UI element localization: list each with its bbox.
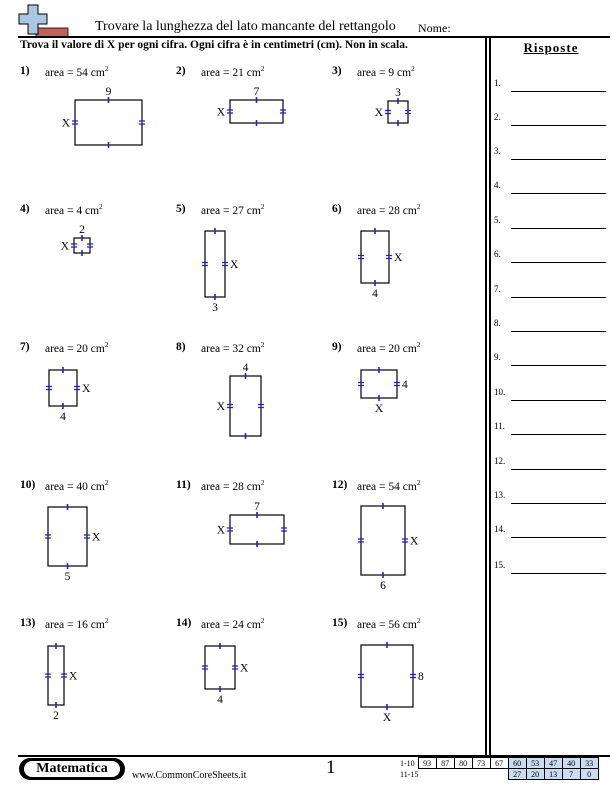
side-label-right: X (92, 531, 101, 544)
score-row-label: 1-10 (400, 758, 415, 768)
side-label-right: X (410, 535, 419, 548)
page-number: 1 (326, 757, 336, 778)
answer-number: 5. (494, 215, 501, 225)
answer-number: 3. (494, 146, 501, 156)
side-label-right: X (394, 252, 403, 264)
problem-number: 11) (176, 479, 191, 491)
problem-number: 6) (332, 203, 342, 215)
score-cell: 60 (508, 758, 526, 769)
side-label-bottom: 6 (380, 580, 386, 592)
problem-area: area = 20 $cm^2$ (357, 341, 421, 355)
problem-number: 15) (332, 617, 348, 629)
score-cell: 87 (436, 758, 454, 769)
rectangle-figure (230, 376, 261, 436)
problem-area: area = 27 $cm^2$ (201, 203, 265, 217)
score-row (398, 769, 598, 780)
problem-number: 10) (20, 479, 36, 491)
answer-number: 4. (494, 180, 501, 190)
problem-area: area = 28 $cm^2$ (357, 203, 421, 217)
problem-area: area = 16 $cm^2$ (45, 617, 109, 631)
problem-number: 8) (176, 341, 186, 353)
score-cell: 93 (418, 758, 436, 769)
side-label-top: 7 (254, 501, 260, 513)
side-label-top: 3 (395, 87, 401, 99)
side-label-left: X (216, 401, 225, 413)
problem-number: 3) (332, 65, 342, 77)
side-label-left: X (216, 524, 225, 537)
problem-number: 9) (332, 341, 342, 353)
answer-number: 14. (494, 524, 506, 534)
score-cell: 13 (544, 769, 562, 780)
problem-area: area = 40 $cm^2$ (45, 479, 109, 493)
answer-number: 13. (494, 490, 506, 500)
answer-number: 6. (494, 249, 501, 259)
site-url: www.CommonCoreSheets.it (132, 770, 247, 781)
problem-area: area = 54 $cm^2$ (45, 65, 109, 79)
score-cell: 47 (544, 758, 562, 769)
problem-area: area = 56 $cm^2$ (357, 617, 421, 631)
answer-number: 8. (494, 318, 501, 328)
problem-number: 1) (20, 65, 30, 77)
problem-number: 12) (332, 479, 348, 491)
answer-number: 12. (494, 456, 506, 466)
problem-area: area = 21 $cm^2$ (201, 65, 265, 79)
rectangle-figure (48, 507, 87, 566)
answer-number: 1. (494, 78, 501, 88)
score-cell: 27 (508, 769, 526, 780)
subject-badge (19, 758, 125, 780)
answer-number: 7. (494, 284, 501, 294)
rectangle-figure (49, 370, 77, 406)
side-label-right: 8 (418, 671, 424, 683)
rectangle-figure (361, 370, 397, 398)
side-label-right: X (82, 383, 91, 395)
score-table (398, 757, 599, 780)
problem-area: area = 24 $cm^2$ (201, 617, 265, 631)
side-label-right: X (69, 670, 78, 683)
problem-area: area = 28 $cm^2$ (201, 479, 265, 493)
score-cell: 80 (454, 758, 472, 769)
problem-number: 2) (176, 65, 186, 77)
score-cell: 67 (490, 758, 508, 769)
side-label-top: 9 (105, 86, 112, 98)
problem-number: 7) (20, 341, 30, 353)
side-label-top: 4 (242, 362, 249, 374)
side-label-bottom: X (374, 403, 384, 415)
rectangle-figure (230, 100, 283, 123)
problem-area: area = 20 $cm^2$ (45, 341, 109, 355)
side-label-right: X (230, 259, 239, 271)
rectangle-figure (48, 646, 64, 705)
side-label-right: X (240, 662, 249, 675)
rectangle-figure (205, 231, 225, 297)
side-label-bottom: 5 (64, 571, 71, 583)
score-cell: 33 (580, 758, 598, 769)
side-label-bottom: 4 (217, 694, 223, 706)
answer-number: 2. (494, 112, 501, 122)
rectangle-figure (361, 506, 405, 575)
score-cell: 40 (562, 758, 580, 769)
score-cell: 53 (526, 758, 544, 769)
problem-area: area = 54 $cm^2$ (357, 479, 421, 493)
score-cell: 0 (580, 769, 598, 780)
side-label-left: X (60, 240, 69, 253)
score-cell: 20 (526, 769, 544, 780)
side-label-right: 4 (402, 379, 408, 391)
rectangle-figure (361, 231, 389, 283)
rectangle-figure (75, 100, 142, 145)
name-label: Nome: (418, 21, 451, 35)
side-label-bottom: 4 (372, 288, 378, 300)
side-label-left: X (216, 106, 225, 119)
side-label-bottom: X (382, 712, 392, 724)
answers-heading: Risposte (523, 40, 579, 55)
answer-number: 9. (494, 352, 501, 362)
problem-area: area = 32 $cm^2$ (201, 341, 265, 355)
problem-number: 14) (176, 617, 192, 629)
answer-number: 10. (494, 387, 506, 397)
problem-area: area = 4 $cm^2$ (45, 203, 103, 217)
side-label-top: 2 (79, 224, 85, 236)
rectangle-figure (361, 645, 413, 707)
side-label-bottom: 4 (60, 411, 66, 423)
side-label-left: X (374, 107, 383, 119)
problem-number: 13) (20, 617, 36, 629)
side-label-top: 7 (253, 86, 260, 98)
rectangle-figure (230, 515, 284, 544)
answer-number: 11. (494, 421, 505, 431)
side-label-bottom: 3 (212, 302, 218, 314)
score-row-label: 11-15 (400, 769, 419, 779)
score-cell: 73 (472, 758, 490, 769)
score-cell: 7 (562, 769, 580, 780)
side-label-bottom: 2 (53, 710, 59, 722)
page-title: Trovare la lunghezza del lato mancante del rettangolo (95, 19, 396, 34)
rectangle-figure (205, 646, 235, 689)
rectangle-figure (388, 101, 408, 123)
problem-number: 5) (176, 203, 186, 215)
score-row (398, 758, 598, 769)
subject-badge-label: Matematica (24, 761, 120, 777)
answer-number: 15. (494, 560, 506, 570)
instructions: Trova il valore di X per ogni cifra. Ogni cifra è in centimetri (cm). Non in scala. (20, 39, 408, 51)
problem-number: 4) (20, 203, 30, 215)
side-label-left: X (61, 117, 70, 130)
problem-area: area = 9 $cm^2$ (357, 65, 415, 79)
